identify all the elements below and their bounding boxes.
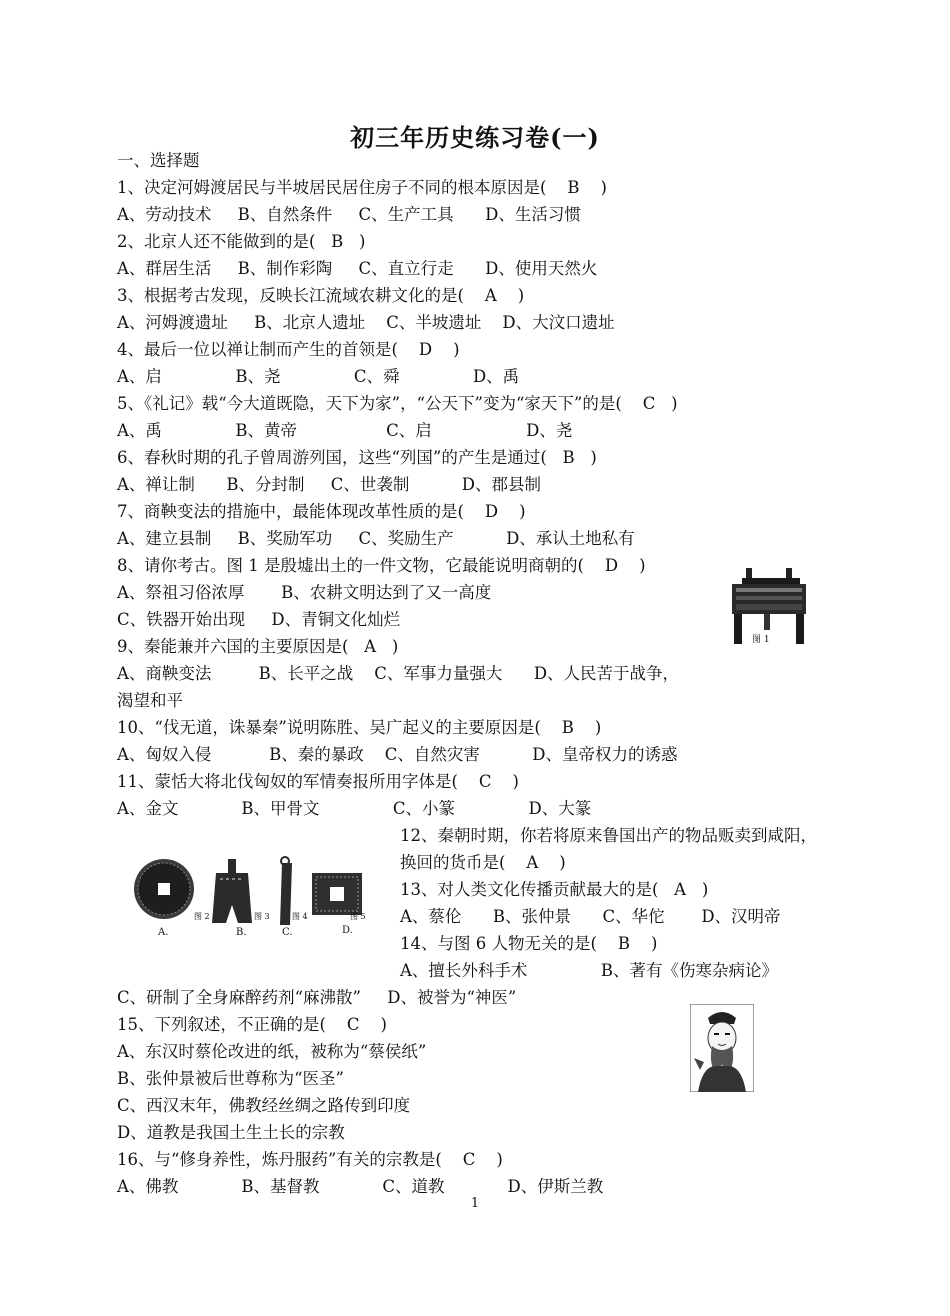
question-9: 9、秦能兼并六国的主要原因是( A ) bbox=[117, 637, 399, 656]
figure-6-portrait bbox=[690, 1004, 754, 1092]
question-5: 5、《礼记》载“今大道既隐，天下为家”，“公天下”变为“家天下”的是( C ) bbox=[117, 394, 678, 413]
coin-d-image bbox=[312, 873, 362, 915]
question-14: 14、与图 6 人物无关的是( B ) bbox=[400, 934, 658, 953]
coin-c-tag: 图 4 bbox=[292, 912, 308, 921]
question-7-options: A、建立县制 B、奖励军功 C、奖励生产 D、承认土地私有 bbox=[117, 529, 635, 548]
question-16-options: A、佛教 B、基督教 C、道教 D、伊斯兰教 bbox=[117, 1177, 604, 1196]
question-7: 7、商鞅变法的措施中，最能体现改革性质的是( D ) bbox=[117, 502, 526, 521]
page-number: 1 bbox=[470, 1196, 480, 1211]
question-13: 13、对人类文化传播贡献最大的是( A ) bbox=[400, 880, 709, 899]
question-9-options: A、商鞅变法 B、长平之战 C、军事力量强大 D、人民苦于战争， bbox=[117, 664, 680, 683]
question-10: 10、“伐无道，诛暴秦”说明陈胜、吴广起义的主要原因是( B ) bbox=[117, 718, 602, 737]
coin-figures bbox=[132, 855, 382, 945]
question-11-options: A、金文 B、甲骨文 C、小篆 D、大篆 bbox=[117, 799, 592, 818]
question-15-option-c: C、西汉末年，佛教经丝绸之路传到印度 bbox=[117, 1096, 411, 1115]
question-14-options-cd: C、研制了全身麻醉药剂“麻沸散” D、被誉为“神医” bbox=[117, 988, 517, 1007]
coin-c-image bbox=[280, 857, 292, 925]
coin-d-label: D. bbox=[342, 925, 353, 936]
question-14-options-ab: A、擅长外科手术 B、著有《伤寒杂病论》 bbox=[400, 961, 778, 980]
question-16: 16、与“修身养性，炼丹服药”有关的宗教是( C ) bbox=[117, 1150, 503, 1169]
question-10-options: A、匈奴入侵 B、秦的暴政 C、自然灾害 D、皇帝权力的诱惑 bbox=[117, 745, 678, 764]
question-1-options: A、劳动技术 B、自然条件 C、生产工具 D、生活习惯 bbox=[117, 205, 581, 224]
page-title: 初三年历史练习卷(一) bbox=[350, 123, 600, 152]
question-3: 3、根据考古发现，反映长江流域农耕文化的是( A ) bbox=[117, 286, 525, 305]
coin-b-tag: 图 3 bbox=[254, 912, 270, 921]
question-8-options-ab: A、祭祖习俗浓厚 B、农耕文明达到了又一高度 bbox=[117, 583, 492, 602]
question-1: 1、决定河姆渡居民与半坡居民居住房子不同的根本原因是( B ) bbox=[117, 178, 607, 197]
question-2-options: A、群居生活 B、制作彩陶 C、直立行走 D、使用天然火 bbox=[117, 259, 598, 278]
question-15-option-b: B、张仲景被后世尊称为“医圣” bbox=[117, 1069, 344, 1088]
figure-1-bronze-vessel bbox=[726, 566, 812, 646]
question-4-options: A、启 B、尧 C、舜 D、禹 bbox=[117, 367, 520, 386]
question-3-options: A、河姆渡遗址 B、北京人遗址 C、半坡遗址 D、大汶口遗址 bbox=[117, 313, 615, 332]
question-6-options: A、禅让制 B、分封制 C、世袭制 D、郡县制 bbox=[117, 475, 542, 494]
question-6: 6、春秋时期的孔子曾周游列国，这些“列国”的产生是通过( B ) bbox=[117, 448, 597, 467]
question-15-option-d: D、道教是我国土生土长的宗教 bbox=[117, 1123, 345, 1142]
question-9-options-cont: 渴望和平 bbox=[117, 691, 183, 710]
question-4: 4、最后一位以禅让制而产生的首领是( D ) bbox=[117, 340, 460, 359]
question-5-options: A、禹 B、黄帝 C、启 D、尧 bbox=[117, 421, 573, 440]
question-13-options: A、蔡伦 B、张仲景 C、华佗 D、汉明帝 bbox=[400, 907, 781, 926]
question-8-options-cd: C、铁器开始出现 D、青铜文化灿烂 bbox=[117, 610, 401, 629]
coin-c-label: C. bbox=[282, 927, 293, 938]
question-12-cont: 换回的货币是( A ) bbox=[400, 853, 566, 872]
coin-b-label: B. bbox=[236, 927, 247, 938]
coin-a-image bbox=[134, 859, 194, 919]
coin-b-image bbox=[212, 859, 252, 923]
question-15: 15、下列叙述，不正确的是( C ) bbox=[117, 1015, 387, 1034]
question-2: 2、北京人还不能做到的是( B ) bbox=[117, 232, 366, 251]
coin-a-label: A. bbox=[158, 927, 169, 938]
coin-d-tag: 图 5 bbox=[350, 912, 366, 921]
question-15-option-a: A、东汉时蔡伦改进的纸，被称为“蔡侯纸” bbox=[117, 1042, 427, 1061]
question-11: 11、蒙恬大将北伐匈奴的军情奏报所用字体是( C ) bbox=[117, 772, 519, 791]
section-heading: 一、选择题 bbox=[117, 151, 200, 170]
coin-a-tag: 图 2 bbox=[194, 912, 210, 921]
figure-1-caption: 图 1 bbox=[750, 632, 772, 645]
question-12: 12、秦朝时期，你若将原来鲁国出产的物品贩卖到咸阳， bbox=[400, 826, 817, 845]
question-8: 8、请你考古。图 1 是殷墟出土的一件文物，它最能说明商朝的( D ) bbox=[117, 556, 646, 575]
